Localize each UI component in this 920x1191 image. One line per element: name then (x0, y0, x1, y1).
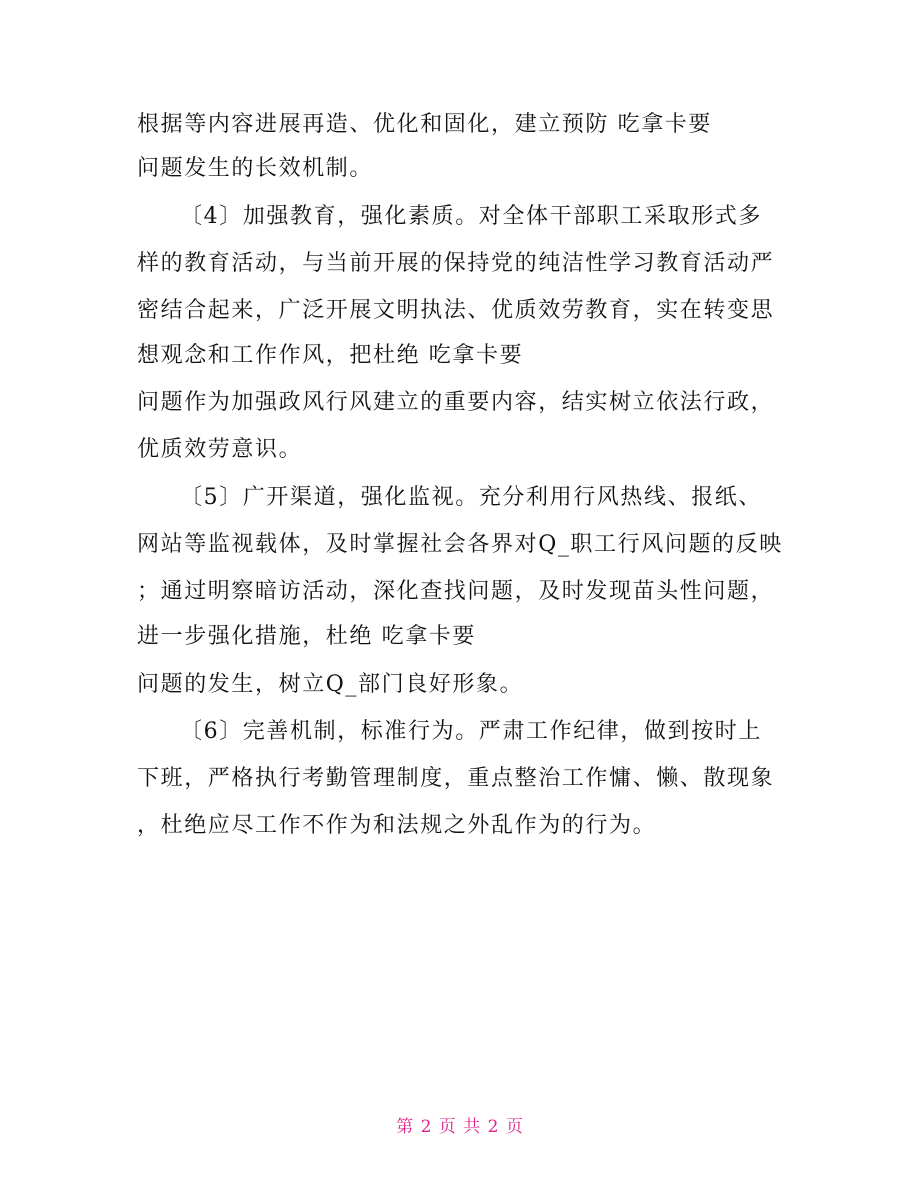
paragraph-line: 〔6〕完善机制，标准行为。严肃工作纪律，做到按时上 (180, 719, 762, 744)
paragraph-line: 〔5〕广开渠道，强化监视。充分利用行风热线、报纸、 (180, 485, 762, 510)
paragraph-line: 问题的发生，树立Q_部门良好形象。 (137, 672, 524, 697)
paragraph-line: 问题发生的长效机制。 (137, 156, 374, 181)
paragraph-line: 下班，严格执行考勤管理制度，重点整治工作慵、懒、散现象 (137, 766, 775, 791)
paragraph-line: 样的教育活动，与当前开展的保持党的纯洁性学习教育活动严 (137, 251, 775, 276)
paragraph-line: 〔4〕加强教育，强化素质。对全体干部职工采取形式多 (180, 204, 762, 229)
paragraph-line: ，杜绝应尽工作不作为和法规之外乱作为的行为。 (137, 813, 657, 838)
paragraph-line: 问题作为加强政风行风建立的重要内容，结实树立依法行政， (137, 390, 775, 415)
page-number-footer: 第 2 页 共 2 页 (396, 1117, 524, 1137)
paragraph-line: 网站等监视载体，及时掌握社会各界对Q_职工行风问题的反映 (137, 532, 783, 557)
paragraph-line: 优质效劳意识。 (137, 437, 303, 462)
paragraph-line: 想观念和工作作风，把杜绝 吃拿卡要 (137, 343, 524, 368)
paragraph-line: ；通过明察暗访活动，深化查找问题，及时发现苗头性问题， (137, 579, 775, 604)
paragraph-line: 根据等内容进展再造、优化和固化，建立预防 吃拿卡要 (137, 112, 712, 137)
paragraph-line: 密结合起来，广泛开展文明执法、优质效劳教育，实在转变思 (137, 298, 775, 323)
paragraph-line: 进一步强化措施，杜绝 吃拿卡要 (137, 624, 476, 649)
